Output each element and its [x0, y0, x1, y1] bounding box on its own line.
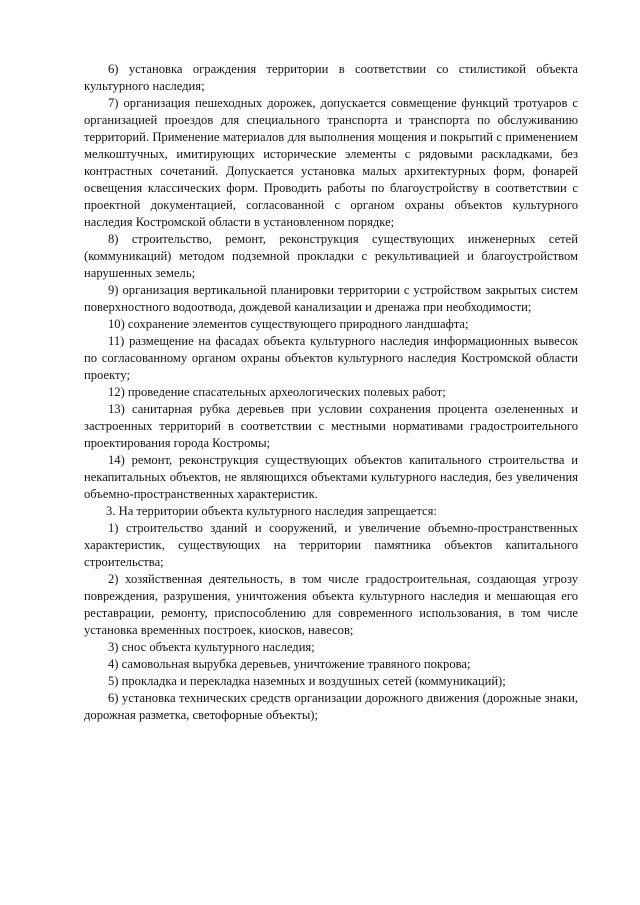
paragraph-item-9-vertical-planning: 9) организация вертикальной планировки территории с устройством закрытых систем поверхностного водоотвода, дождевой канализации и дренажа при необходимости;	[84, 283, 578, 314]
prohibited-item-6-traffic-devices: 6) установка технических средств организации дорожного движения (дорожные знаки, дорожная разметка, светофорные объекты);	[84, 691, 578, 722]
paragraph-item-13-tree-felling: 13) санитарная рубка деревьев при условии сохранения процента озелененных и застроенных территорий в соответствии с местными нормативами градостроительного проектирования города Костромы;	[84, 402, 578, 450]
prohibited-item-1-construction: 1) строительство зданий и сооружений, и увеличение объемно-пространственных характеристик, существующих на территории памятника объектов капитального строительства;	[84, 521, 578, 569]
document-page	[84, 61, 578, 724]
section-3-heading: 3. На территории объекта культурного наследия запрещается:	[106, 504, 437, 518]
paragraph-item-14-repair: 14) ремонт, реконструкция существующих объектов капитального строительства и некапитальных объектов, не являющихся объектами культурного наследия, без увеличения объемно-пространственных характеристик.	[84, 453, 578, 501]
paragraph-item-12-archaeology: 12) проведение спасательных археологических полевых работ;	[108, 385, 446, 399]
prohibited-item-5-networks: 5) прокладка и перекладка наземных и воздушных сетей (коммуникаций);	[108, 674, 506, 688]
paragraph-item-11-signage: 11) размещение на фасадах объекта культурного наследия информационных вывесок по согласованному органом охраны объектов культурного наследия Костромской области проекту;	[84, 334, 578, 382]
paragraph-item-8-utility-networks: 8) строительство, ремонт, реконструкция существующих инженерных сетей (коммуникаций) методом подземной прокладки с рекультивацией и благоустройством нарушенных земель;	[84, 232, 578, 280]
paragraph-item-7-footpaths: 7) организация пешеходных дорожек, допускается совмещение функций тротуаров с организацией проездов для специального транспорта и транспорта по обслуживанию территорий. Применение материалов для выполнения мощения и покрытий с применением мелкоштучных, имитирующих исторические элементы с рядовыми раскладками, без контрастных сочетаний. Допускается установка малых архитектурных форм, фонарей освещения классических форм. Проводить работы по благоустройству в соответствии с проектной документацией, согласованной с органом охраны объектов культурного наследия Костромской области в установленном порядке;	[84, 96, 578, 229]
prohibited-item-2-economic-activity: 2) хозяйственная деятельность, в том числе градостроительная, создающая угрозу повреждения, разрушения, уничтожения объекта культурного наследия и мешающая его реставрации, ремонту, приспособлению для современного использования, в том числе установка временных построек, киосков, навесов;	[84, 572, 578, 637]
prohibited-item-4-tree-cutting: 4) самовольная вырубка деревьев, уничтожение травяного покрова;	[108, 657, 471, 671]
prohibited-item-3-demolition: 3) снос объекта культурного наследия;	[108, 640, 315, 654]
paragraph-item-6-fencing: 6) установка ограждения территории в соответствии со стилистикой объекта культурного наследия;	[84, 62, 578, 93]
paragraph-item-10-landscape: 10) сохранение элементов существующего природного ландшафта;	[108, 317, 469, 331]
